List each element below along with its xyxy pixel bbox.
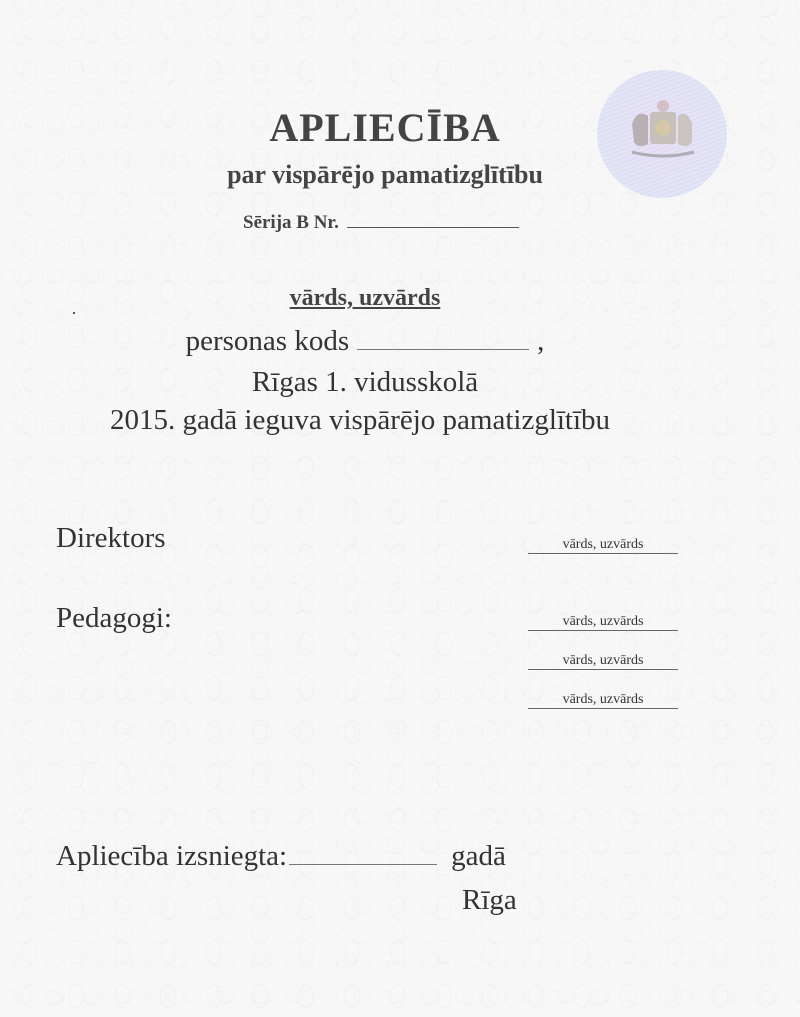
document-title: APLIECĪBA xyxy=(269,105,501,150)
director-signature: vārds, uzvārds xyxy=(528,537,678,554)
document-subtitle: par vispārējo pamatizglītību xyxy=(227,160,543,189)
issued-label: Apliecība izsniegta: xyxy=(56,840,288,872)
teacher-signature: vārds, uzvārds xyxy=(528,614,678,631)
teacher-signature: vārds, uzvārds xyxy=(528,692,678,709)
recipient-name: vārds, uzvārds xyxy=(289,285,441,311)
personal-code-field[interactable] xyxy=(357,349,529,350)
personal-code-comma: , xyxy=(537,325,545,357)
completion-statement: 2015. gadā ieguva vispārējo pamatizglītību xyxy=(109,404,611,436)
teacher-signature: vārds, uzvārds xyxy=(528,653,678,670)
director-label: Direktors xyxy=(56,522,166,554)
series-number xyxy=(243,212,519,234)
city: Rīga xyxy=(462,884,517,916)
teachers-label: Pedagogi: xyxy=(56,602,172,634)
personal-code-row xyxy=(0,325,730,358)
speck xyxy=(73,312,75,314)
issued-date-field[interactable] xyxy=(289,864,437,865)
school-name: Rīgas 1. vidusskolā xyxy=(251,366,479,398)
series-label: Sērija B Nr. xyxy=(243,212,339,233)
issued-row xyxy=(56,840,506,873)
year-suffix: gadā xyxy=(451,840,506,872)
personal-code-label: personas kods xyxy=(185,325,350,357)
series-number-field[interactable] xyxy=(347,227,519,228)
